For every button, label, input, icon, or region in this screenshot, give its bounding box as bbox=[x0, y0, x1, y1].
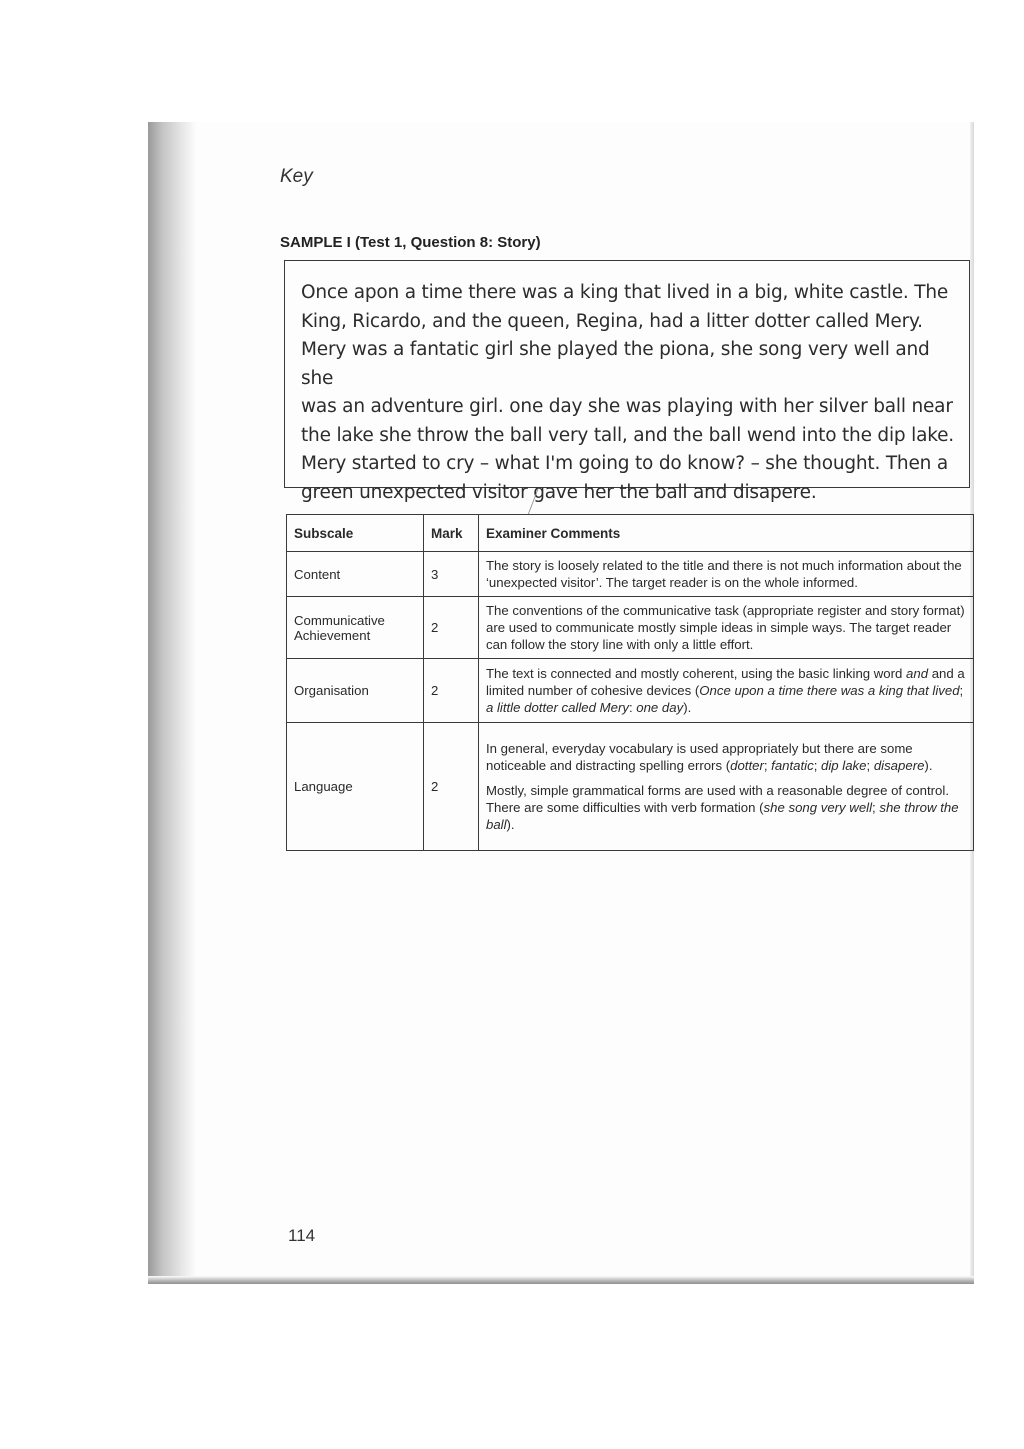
comment-text: and a limited number of cohesive devices ( bbox=[486, 666, 965, 698]
story-text bbox=[301, 279, 955, 507]
subscale-cell: Content bbox=[287, 552, 424, 597]
comment-paragraph bbox=[486, 782, 966, 833]
table-row bbox=[287, 723, 974, 851]
mark-header: Mark bbox=[424, 515, 479, 552]
table-header-row bbox=[287, 515, 974, 552]
mark-cell: 3 bbox=[424, 552, 479, 597]
story-line: Mery started to cry – what I'm going to do know? – she thought. Then a bbox=[301, 453, 948, 474]
sample-title: SAMPLE I (Test 1, Question 8: Story) bbox=[280, 234, 541, 251]
table-row bbox=[287, 552, 974, 597]
comment-paragraph bbox=[486, 602, 966, 653]
table-row bbox=[287, 659, 974, 723]
story-line: Once apon a time there was a king that lived in a big, white castle. The bbox=[301, 282, 949, 303]
assessment-table bbox=[286, 514, 974, 851]
mark-cell: 2 bbox=[424, 723, 479, 851]
comments-header: Examiner Comments bbox=[479, 515, 974, 552]
story-box bbox=[284, 260, 970, 503]
story-line: green unexpected visitor gave her the ball and disapere. bbox=[301, 481, 817, 503]
quoted-example: and bbox=[906, 666, 929, 681]
subscale-cell: Communicative Achievement bbox=[287, 597, 424, 659]
comment-text: ; bbox=[866, 758, 874, 773]
mark-cell: 2 bbox=[424, 597, 479, 659]
quoted-example: Once upon a time there was a king that lived bbox=[699, 683, 960, 698]
quoted-example: disapere bbox=[873, 758, 925, 773]
story-line: King, Ricardo, and the queen, Regina, had a litter dotter called Mery. bbox=[301, 310, 923, 332]
quoted-example: dip lake bbox=[821, 758, 867, 773]
comment-text: In general, everyday vocabulary is used appropriately but there are some noticeable and distracting spelling errors ( bbox=[486, 741, 913, 773]
comment-text: Mostly, simple grammatical forms are used with a reasonable degree of control. There are some difficulties with verb formation ( bbox=[486, 783, 949, 815]
assessment-table-body bbox=[287, 552, 974, 851]
comment-text: The conventions of the communicative task (appropriate register and story format) are used to communicate mostly simple ideas in simple ways. The target reader can follow the story line with only a little effort. bbox=[486, 603, 965, 652]
story-line: the lake she throw the ball very tall, and the ball wend into the dip lake. bbox=[301, 424, 954, 446]
comment-paragraph bbox=[486, 665, 966, 716]
story-line: Mery was a fantatic girl she played the piona, she song very well and she bbox=[301, 339, 930, 389]
comment-text: ). bbox=[683, 700, 692, 715]
subscale-cell: Language bbox=[287, 723, 424, 851]
page-number: 114 bbox=[288, 1226, 316, 1245]
quoted-example: fantatic bbox=[771, 758, 814, 773]
comment-text: ; bbox=[763, 758, 772, 773]
comment-text: ). bbox=[506, 817, 515, 832]
table-row bbox=[287, 597, 974, 659]
book-page bbox=[148, 122, 974, 1284]
examiner-comment-cell bbox=[479, 552, 974, 597]
quoted-example: she song very well bbox=[763, 800, 873, 815]
comment-paragraph bbox=[486, 557, 966, 591]
story-line: was an adventure girl. one day she was playing with her silver ball near bbox=[301, 396, 953, 417]
subscale-header: Subscale bbox=[287, 515, 424, 552]
comment-text: The story is loosely related to the title and there is not much information about the ‘unexpected visitor’. The target reader is on the whole informed. bbox=[486, 558, 962, 590]
comment-text: ; bbox=[959, 683, 964, 698]
examiner-comment-cell bbox=[479, 659, 974, 723]
examiner-comment-cell bbox=[479, 597, 974, 659]
comment-text: The text is connected and mostly coherent, using the basic linking word bbox=[486, 666, 907, 681]
section-label: Key bbox=[280, 166, 313, 187]
comment-text: ). bbox=[924, 758, 933, 773]
examiner-comment-cell bbox=[479, 723, 974, 851]
page-bottom-edge bbox=[148, 1276, 974, 1284]
binding-shadow bbox=[148, 122, 196, 1284]
pen-stroke-mark bbox=[526, 488, 540, 516]
comment-paragraph bbox=[486, 740, 966, 774]
quoted-example: she throw the ball bbox=[486, 800, 959, 832]
comment-text: ; bbox=[813, 758, 822, 773]
subscale-cell: Organisation bbox=[287, 659, 424, 723]
quoted-example: one day bbox=[636, 700, 684, 715]
quoted-example: a little dotter called Mery bbox=[486, 700, 629, 715]
comment-text: : bbox=[628, 700, 637, 715]
mark-cell: 2 bbox=[424, 659, 479, 723]
comment-text: ; bbox=[872, 800, 880, 815]
quoted-example: dotter bbox=[730, 758, 764, 773]
